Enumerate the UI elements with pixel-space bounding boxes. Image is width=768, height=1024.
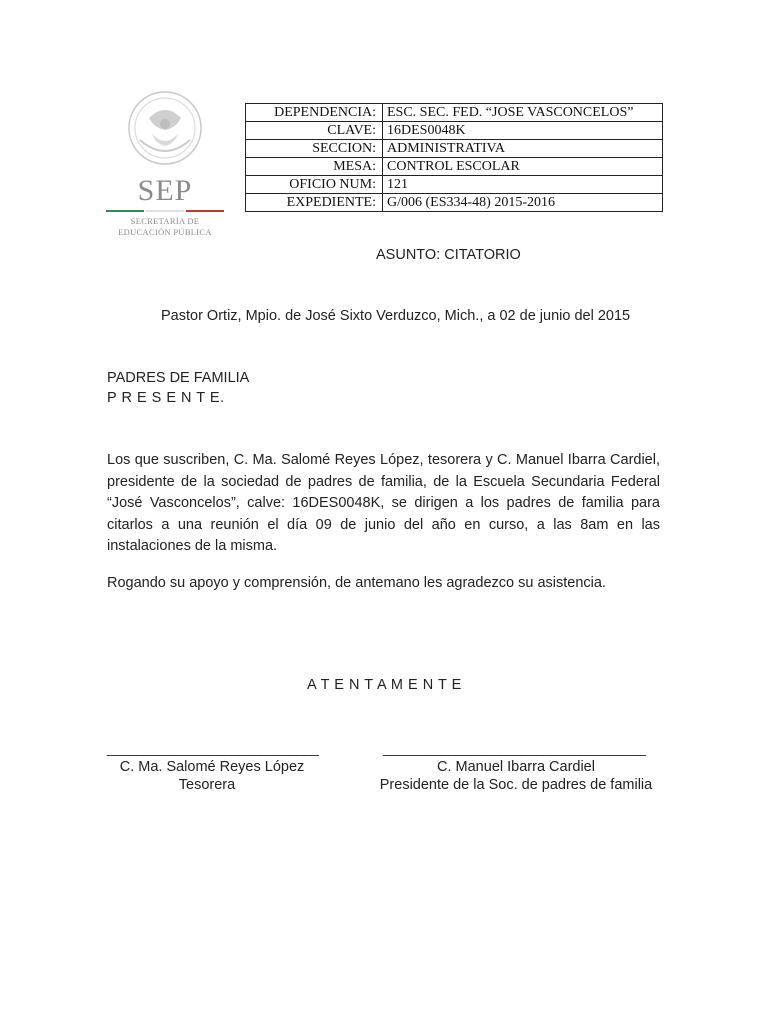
sep-acronym: SEP bbox=[137, 174, 193, 207]
body-paragraph-1: Los que suscriben, C. Ma. Salomé Reyes López, tesorera y C. Manuel Ibarra Cardiel, presidente de la sociedad de padres de familia, de la Escuela Secundaria Federal “José Vasconcelos”, calve: 16DES0048K, se dirigen a los padres de familia para citarlos a una reunión el día 09 de junio del año en curso, a las 8am en las instalaciones de la misma. bbox=[107, 452, 660, 554]
header-key: CLAVE: bbox=[246, 122, 383, 140]
body-paragraph-2: Rogando su apoyo y comprensión, de antemano les agradezco su asistencia. bbox=[107, 575, 606, 591]
signer-1-role: Tesorera bbox=[178, 777, 236, 793]
recipient: PADRES DE FAMILIA bbox=[107, 370, 250, 386]
header-key: MESA: bbox=[246, 158, 383, 176]
header-value: CONTROL ESCOLAR bbox=[383, 158, 663, 176]
header-value: 121 bbox=[383, 176, 663, 194]
subject-line: ASUNTO: CITATORIO bbox=[376, 247, 521, 263]
header-row bbox=[246, 158, 663, 176]
coat-of-arms-icon bbox=[104, 88, 226, 168]
flag-stripe-white bbox=[146, 210, 184, 212]
header-value: 16DES0048K bbox=[383, 122, 663, 140]
logo-subtitle-2: EDUCACIÓN PÚBLICA bbox=[118, 227, 212, 237]
signature-line-2: ____________________________________ bbox=[383, 740, 646, 756]
flag-stripe-red bbox=[186, 210, 224, 212]
place-date: Pastor Ortiz, Mpio. de José Sixto Verduzco, Mich., a 02 de junio del 2015 bbox=[161, 308, 631, 324]
header-key: DEPENDENCIA: bbox=[246, 104, 383, 122]
header-row bbox=[246, 122, 663, 140]
header-row bbox=[246, 194, 663, 212]
sep-logo bbox=[104, 88, 226, 238]
header-row bbox=[246, 176, 663, 194]
header-row bbox=[246, 104, 663, 122]
header-key: OFICIO NUM: bbox=[246, 176, 383, 194]
signer-1-name: C. Ma. Salomé Reyes López bbox=[119, 759, 305, 775]
header-value: G/006 (ES334-48) 2015-2016 bbox=[383, 194, 663, 212]
header-row bbox=[246, 140, 663, 158]
header-key: EXPEDIENTE: bbox=[246, 194, 383, 212]
presente: P R E S E N T E. bbox=[107, 390, 225, 406]
logo-subtitle-1: SECRETARÍA DE bbox=[130, 216, 200, 226]
header-value: ADMINISTRATIVA bbox=[383, 140, 663, 158]
header-key: SECCION: bbox=[246, 140, 383, 158]
header-value: ESC. SEC. FED. “JOSE VASCONCELOS” bbox=[383, 104, 663, 122]
signature-line-1: _____________________________ bbox=[107, 740, 319, 756]
header-table bbox=[245, 103, 663, 212]
signer-2-role: Presidente de la Soc. de padres de familia bbox=[379, 777, 653, 793]
flag-stripe-green bbox=[106, 210, 144, 212]
closing: A T E N T A M E N T E bbox=[307, 677, 462, 693]
signer-2-name: C. Manuel Ibarra Cardiel bbox=[437, 759, 595, 775]
